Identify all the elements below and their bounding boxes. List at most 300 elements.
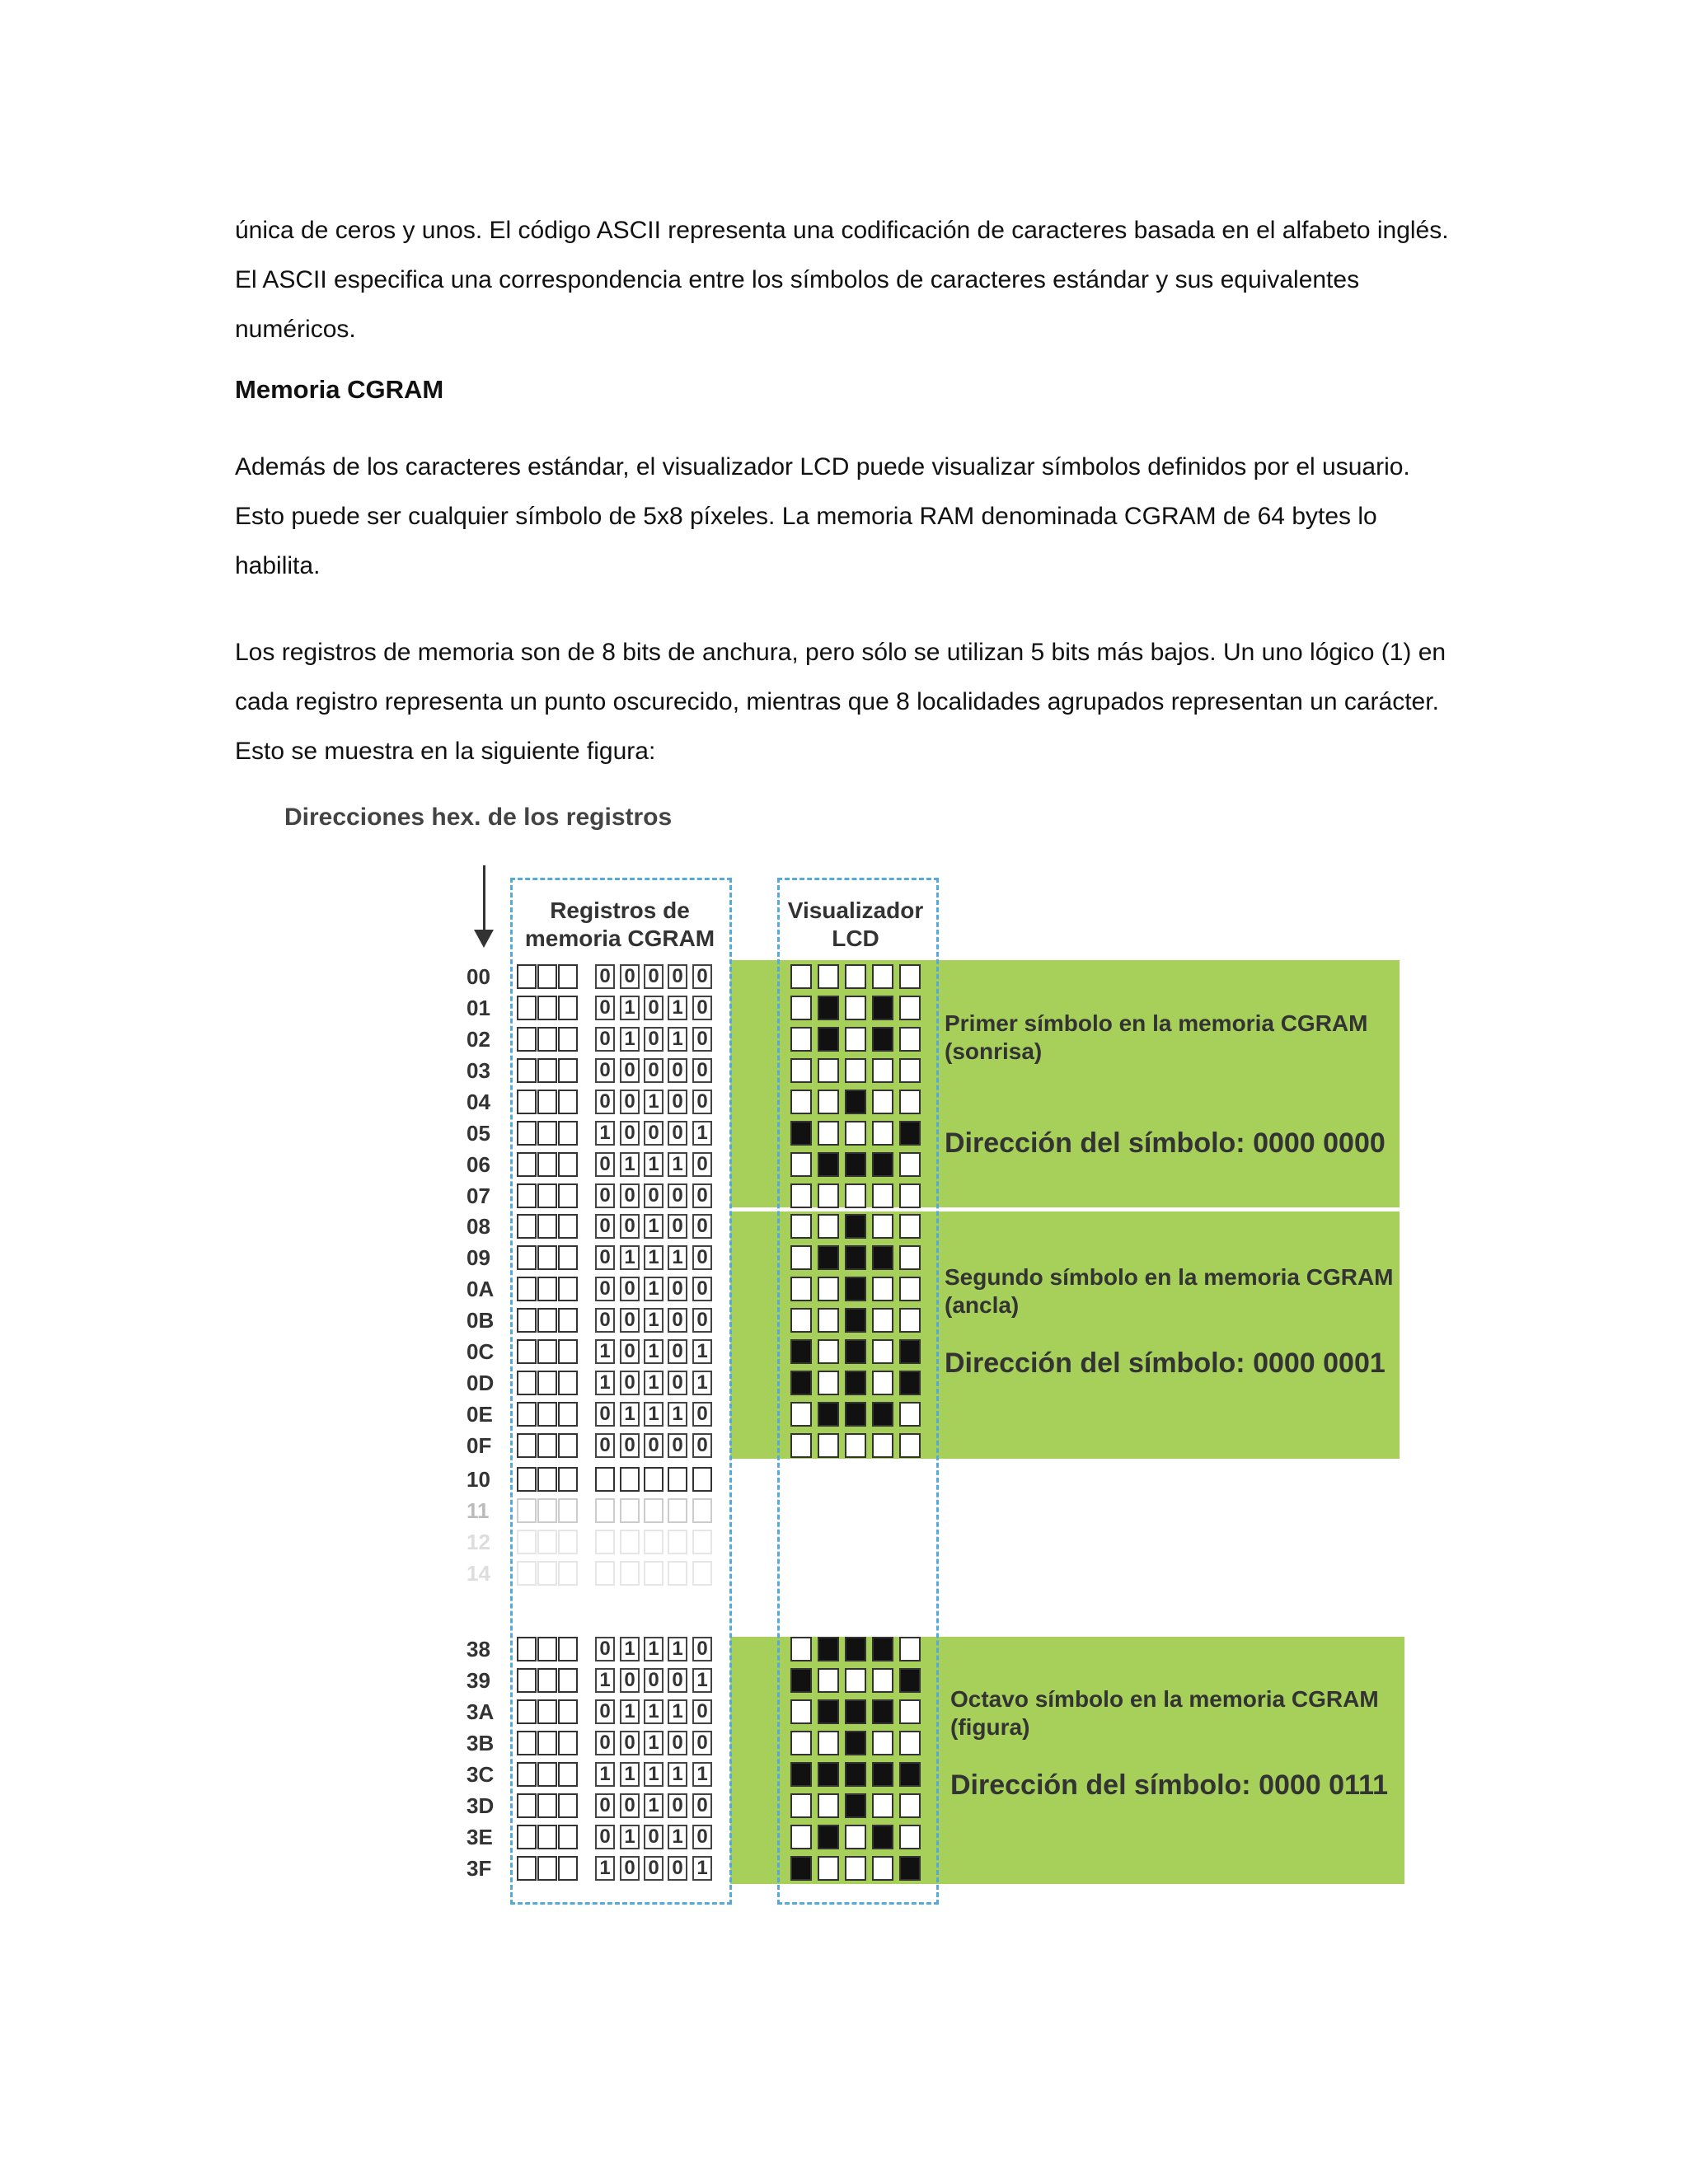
unused-bit-cell	[517, 1825, 537, 1849]
lcd-pixel-off	[790, 1152, 812, 1177]
bit-cell: 0	[668, 1433, 687, 1458]
unused-bit-cell	[517, 1339, 537, 1364]
unused-bit-cell	[558, 1121, 578, 1146]
lcd-pixel-off	[872, 1793, 893, 1818]
unused-bit-cell	[517, 996, 537, 1020]
bit-cell: 0	[644, 1433, 663, 1458]
bit-cell: 0	[620, 1058, 640, 1083]
paragraph-registers: Los registros de memoria son de 8 bits de anchura, pero sólo se utilizan 5 bits más bajos. Un uno lógico (1) en cada registro representa un punto oscurecido, mientras que 8 localidades agrupados representan un carácter. Esto se muestra en la siguiente figura:	[235, 639, 1447, 765]
down-arrow-icon	[483, 865, 485, 933]
register-address: 3E	[467, 1825, 493, 1849]
empty-register-cell	[517, 1530, 537, 1554]
empty-register-cell	[692, 1467, 712, 1492]
bit-cell: 1	[692, 1339, 712, 1364]
lcd-pixel-off	[845, 1183, 866, 1208]
lcd-pixel-off	[818, 1090, 839, 1114]
bit-cell: 0	[595, 1152, 615, 1177]
bit-cell: 0	[668, 1121, 687, 1146]
lcd-pixel-off	[790, 964, 812, 989]
empty-register-cell	[644, 1530, 663, 1554]
bit-cell: 0	[692, 1277, 712, 1301]
empty-register-cell	[692, 1530, 712, 1554]
lcd-pixel-off	[818, 1214, 839, 1239]
figure-title: Direcciones hex. de los registros	[284, 804, 673, 831]
unused-bit-cell	[517, 1027, 537, 1052]
lcd-pixel-off	[845, 1433, 866, 1458]
register-address: 3D	[467, 1793, 495, 1818]
bit-cell: 0	[595, 1058, 615, 1083]
unused-bit-cell	[517, 1183, 537, 1208]
bit-cell: 0	[644, 996, 663, 1020]
lcd-pixel-off	[818, 1339, 839, 1364]
bit-cell: 1	[644, 1245, 663, 1270]
lcd-pixel-off	[790, 1183, 812, 1208]
unused-bit-cell	[537, 1402, 557, 1427]
lcd-pixel-off	[899, 1027, 921, 1052]
bit-cell: 1	[620, 1825, 640, 1849]
bit-cell: 1	[644, 1090, 663, 1114]
unused-bit-cell	[558, 1668, 578, 1693]
bit-cell: 0	[668, 1090, 687, 1114]
lcd-pixel-off	[818, 1183, 839, 1208]
bit-cell: 1	[692, 1762, 712, 1787]
bit-cell: 0	[595, 964, 615, 989]
lcd-pixel-on	[872, 1825, 893, 1849]
empty-register-cell	[558, 1498, 578, 1523]
lcd-pixel-on	[818, 1637, 839, 1661]
register-address: 14	[467, 1561, 490, 1586]
lcd-pixel-on	[845, 1277, 866, 1301]
bit-cell: 0	[692, 1825, 712, 1849]
bit-cell: 1	[595, 1371, 615, 1395]
lcd-pixel-on	[899, 1856, 921, 1881]
register-address: 0C	[467, 1339, 495, 1364]
unused-bit-cell	[517, 1245, 537, 1270]
unused-bit-cell	[517, 1152, 537, 1177]
lcd-pixel-on	[845, 1090, 866, 1114]
bit-cell: 0	[668, 1277, 687, 1301]
symbol-8-caption-line2: (figura)	[950, 1714, 1030, 1740]
unused-bit-cell	[537, 1277, 557, 1301]
lcd-pixel-off	[845, 996, 866, 1020]
lcd-pixel-off	[872, 1433, 893, 1458]
lcd-pixel-off	[818, 1277, 839, 1301]
bit-cell: 0	[692, 1214, 712, 1239]
bit-cell: 0	[668, 1668, 687, 1693]
bit-cell: 0	[692, 1090, 712, 1114]
unused-bit-cell	[517, 1433, 537, 1458]
lcd-pixel-off	[790, 1825, 812, 1849]
lcd-pixel-on	[872, 1245, 893, 1270]
bit-cell: 1	[644, 1339, 663, 1364]
lcd-pixel-off	[790, 1402, 812, 1427]
register-address: 01	[467, 996, 490, 1020]
symbol-2-address: Dirección del símbolo: 0000 0001	[945, 1347, 1386, 1379]
lcd-pixel-on	[818, 1825, 839, 1849]
lcd-pixel-off	[790, 1793, 812, 1818]
lcd-pixel-off	[899, 964, 921, 989]
bit-cell: 0	[692, 1793, 712, 1818]
lcd-pixel-on	[872, 1637, 893, 1661]
unused-bit-cell	[537, 1183, 557, 1208]
lcd-pixel-on	[845, 1371, 866, 1395]
bit-cell: 0	[692, 1637, 712, 1661]
bit-cell: 0	[620, 1308, 640, 1333]
lcd-pixel-off	[872, 1277, 893, 1301]
symbol-1-caption-line1: Primer símbolo en la memoria CGRAM	[945, 1010, 1368, 1036]
empty-register-cell	[644, 1498, 663, 1523]
unused-bit-cell	[537, 1731, 557, 1755]
lcd-pixel-off	[818, 1668, 839, 1693]
bit-cell: 1	[668, 1699, 687, 1724]
symbol-2-caption-line1: Segundo símbolo en la memoria CGRAM	[945, 1264, 1394, 1290]
bit-cell: 1	[595, 1762, 615, 1787]
bit-cell: 0	[644, 1668, 663, 1693]
lcd-pixel-off	[790, 1058, 812, 1083]
bit-cell: 0	[620, 1371, 640, 1395]
register-address: 05	[467, 1121, 490, 1146]
lcd-pixel-off	[899, 1214, 921, 1239]
unused-bit-cell	[537, 1214, 557, 1239]
bit-cell: 0	[692, 1699, 712, 1724]
lcd-pixel-on	[790, 1371, 812, 1395]
bit-cell: 1	[644, 1731, 663, 1755]
empty-register-cell	[620, 1530, 640, 1554]
lcd-pixel-on	[899, 1121, 921, 1146]
bit-cell: 1	[595, 1339, 615, 1364]
bit-cell: 0	[668, 1339, 687, 1364]
empty-register-cell	[620, 1498, 640, 1523]
lcd-pixel-on	[818, 1402, 839, 1427]
empty-register-cell	[692, 1498, 712, 1523]
lcd-pixel-off	[818, 1433, 839, 1458]
paragraph-ascii: única de ceros y unos. El código ASCII representa una codificación de caracteres basada en el alfabeto inglés. El ASCII especifica una correspondencia entre los símbolos de caracteres estándar y sus equivalentes numéricos.	[235, 217, 1449, 343]
lcd-pixel-off	[872, 1371, 893, 1395]
lcd-pixel-off	[899, 1433, 921, 1458]
unused-bit-cell	[517, 1371, 537, 1395]
unused-bit-cell	[517, 964, 537, 989]
lcd-pixel-off	[790, 1433, 812, 1458]
unused-bit-cell	[558, 1339, 578, 1364]
empty-register-cell	[537, 1498, 557, 1523]
lcd-pixel-on	[818, 1245, 839, 1270]
lcd-pixel-off	[790, 1277, 812, 1301]
empty-register-cell	[668, 1498, 687, 1523]
bit-cell: 0	[692, 1731, 712, 1755]
lcd-pixel-off	[818, 1308, 839, 1333]
unused-bit-cell	[537, 1433, 557, 1458]
lcd-pixel-off	[845, 1121, 866, 1146]
bit-cell: 0	[595, 1183, 615, 1208]
symbol-8-caption	[950, 1685, 1379, 1741]
register-address: 07	[467, 1183, 490, 1208]
bit-cell: 0	[644, 1183, 663, 1208]
unused-bit-cell	[558, 1637, 578, 1661]
empty-register-cell	[558, 1561, 578, 1586]
lcd-pixel-off	[872, 1058, 893, 1083]
lcd-pixel-on	[845, 1637, 866, 1661]
bit-cell: 1	[668, 1245, 687, 1270]
bit-cell: 0	[668, 1731, 687, 1755]
lcd-pixel-on	[872, 1699, 893, 1724]
bit-cell: 1	[644, 1699, 663, 1724]
bit-cell: 1	[620, 1245, 640, 1270]
empty-register-cell	[668, 1561, 687, 1586]
bit-cell: 0	[692, 1402, 712, 1427]
bit-cell: 1	[644, 1371, 663, 1395]
lcd-pixel-off	[899, 1731, 921, 1755]
unused-bit-cell	[537, 1027, 557, 1052]
bit-cell: 0	[668, 1793, 687, 1818]
unused-bit-cell	[517, 1277, 537, 1301]
unused-bit-cell	[558, 1856, 578, 1881]
lcd-pixel-off	[790, 996, 812, 1020]
lcd-pixel-off	[899, 1058, 921, 1083]
unused-bit-cell	[558, 1090, 578, 1114]
unused-bit-cell	[558, 1308, 578, 1333]
unused-bit-cell	[537, 1371, 557, 1395]
bit-cell: 1	[644, 1277, 663, 1301]
register-address: 0F	[467, 1433, 492, 1458]
lcd-pixel-on	[872, 1762, 893, 1787]
register-address: 3B	[467, 1731, 495, 1755]
empty-register-cell	[595, 1530, 615, 1554]
lcd-pixel-off	[899, 1245, 921, 1270]
unused-bit-cell	[558, 1245, 578, 1270]
unused-bit-cell	[558, 1214, 578, 1239]
lcd-pixel-off	[899, 1090, 921, 1114]
bit-cell: 0	[620, 1214, 640, 1239]
lcd-pixel-off	[899, 1793, 921, 1818]
lcd-pixel-on	[899, 1339, 921, 1364]
lcd-pixel-on	[845, 1308, 866, 1333]
bit-cell: 0	[668, 1183, 687, 1208]
bit-cell: 0	[644, 1121, 663, 1146]
register-address: 04	[467, 1090, 490, 1114]
lcd-pixel-off	[818, 1371, 839, 1395]
bit-cell: 0	[595, 996, 615, 1020]
symbol-1-caption-line2: (sonrisa)	[945, 1038, 1043, 1064]
bit-cell: 1	[620, 1762, 640, 1787]
unused-bit-cell	[537, 1245, 557, 1270]
bit-cell: 1	[692, 1668, 712, 1693]
unused-bit-cell	[537, 1308, 557, 1333]
unused-bit-cell	[558, 1027, 578, 1052]
lcd-pixel-off	[872, 1731, 893, 1755]
unused-bit-cell	[558, 1058, 578, 1083]
lcd-pixel-off	[845, 1856, 866, 1881]
bit-cell: 0	[595, 1433, 615, 1458]
lcd-pixel-off	[790, 1731, 812, 1755]
lcd-pixel-off	[872, 1121, 893, 1146]
register-address: 09	[467, 1245, 490, 1270]
bit-cell: 0	[595, 1731, 615, 1755]
lcd-pixel-on	[818, 996, 839, 1020]
unused-bit-cell	[558, 1402, 578, 1427]
lcd-pixel-on	[845, 1402, 866, 1427]
empty-register-cell	[668, 1530, 687, 1554]
bit-cell: 0	[595, 1245, 615, 1270]
bit-cell: 0	[595, 1090, 615, 1114]
lcd-pixel-off	[872, 964, 893, 989]
register-address: 00	[467, 964, 490, 989]
unused-bit-cell	[537, 1668, 557, 1693]
lcd-pixel-off	[872, 1856, 893, 1881]
register-address: 0D	[467, 1371, 495, 1395]
bit-cell: 0	[620, 1339, 640, 1364]
lcd-pixel-off	[872, 1668, 893, 1693]
register-address: 3A	[467, 1699, 495, 1724]
bit-cell: 0	[692, 1433, 712, 1458]
lcd-column-header	[775, 897, 936, 953]
lcd-pixel-off	[818, 964, 839, 989]
unused-bit-cell	[558, 1277, 578, 1301]
bit-cell: 0	[595, 1402, 615, 1427]
bit-cell: 0	[644, 1825, 663, 1849]
unused-bit-cell	[517, 1637, 537, 1661]
lcd-pixel-off	[899, 1637, 921, 1661]
lcd-pixel-off	[872, 1339, 893, 1364]
unused-bit-cell	[537, 1339, 557, 1364]
unused-bit-cell	[558, 1731, 578, 1755]
empty-register-cell	[517, 1498, 537, 1523]
bit-cell: 1	[620, 1027, 640, 1052]
bit-cell: 0	[620, 1090, 640, 1114]
lcd-pixel-off	[899, 1402, 921, 1427]
lcd-pixel-off	[845, 1058, 866, 1083]
empty-register-cell	[537, 1467, 557, 1492]
bit-cell: 0	[692, 1027, 712, 1052]
unused-bit-cell	[517, 1308, 537, 1333]
lcd-pixel-on	[845, 1214, 866, 1239]
empty-register-cell	[668, 1467, 687, 1492]
empty-register-cell	[558, 1530, 578, 1554]
bit-cell: 0	[620, 1183, 640, 1208]
bit-cell: 0	[620, 964, 640, 989]
unused-bit-cell	[558, 1762, 578, 1787]
empty-register-cell	[537, 1530, 557, 1554]
register-address: 06	[467, 1152, 490, 1177]
unused-bit-cell	[517, 1699, 537, 1724]
unused-bit-cell	[537, 1825, 557, 1849]
lcd-pixel-on	[818, 1027, 839, 1052]
empty-register-cell	[644, 1467, 663, 1492]
section-heading-cgram: Memoria CGRAM	[235, 375, 444, 404]
unused-bit-cell	[537, 1637, 557, 1661]
lcd-pixel-off	[790, 1699, 812, 1724]
bit-cell: 0	[668, 1308, 687, 1333]
bit-cell: 1	[644, 1402, 663, 1427]
cgram-header-line1: Registros de	[550, 898, 690, 923]
lcd-pixel-on	[790, 1121, 812, 1146]
lcd-pixel-off	[872, 1308, 893, 1333]
symbol-2-caption-line2: (ancla)	[945, 1292, 1020, 1318]
register-address: 3C	[467, 1762, 495, 1787]
register-address: 0E	[467, 1402, 493, 1427]
empty-register-cell	[517, 1467, 537, 1492]
lcd-pixel-on	[872, 996, 893, 1020]
bit-cell: 1	[644, 1637, 663, 1661]
bit-cell: 0	[595, 1027, 615, 1052]
bit-cell: 0	[644, 964, 663, 989]
lcd-pixel-off	[872, 1183, 893, 1208]
unused-bit-cell	[558, 964, 578, 989]
lcd-pixel-off	[899, 1152, 921, 1177]
unused-bit-cell	[517, 1402, 537, 1427]
bit-cell: 0	[620, 1668, 640, 1693]
bit-cell: 0	[692, 996, 712, 1020]
unused-bit-cell	[517, 1793, 537, 1818]
lcd-pixel-off	[818, 1793, 839, 1818]
bit-cell: 1	[644, 1308, 663, 1333]
bit-cell: 0	[692, 1308, 712, 1333]
arrow-head-icon	[474, 930, 494, 948]
lcd-pixel-on	[899, 1371, 921, 1395]
lcd-pixel-on	[872, 1152, 893, 1177]
bit-cell: 1	[692, 1121, 712, 1146]
bit-cell: 0	[668, 1371, 687, 1395]
lcd-pixel-on	[845, 1762, 866, 1787]
bit-cell: 1	[644, 1762, 663, 1787]
unused-bit-cell	[537, 1793, 557, 1818]
empty-register-cell	[595, 1467, 615, 1492]
bit-cell: 1	[595, 1668, 615, 1693]
lcd-pixel-on	[845, 1699, 866, 1724]
symbol-8-address: Dirección del símbolo: 0000 0111	[950, 1769, 1389, 1801]
bit-cell: 1	[620, 996, 640, 1020]
bit-cell: 0	[620, 1277, 640, 1301]
paragraph-cgram-intro: Además de los caracteres estándar, el visualizador LCD puede visualizar símbolos definidos por el usuario. Esto puede ser cualquier símbolo de 5x8 píxeles. La memoria RAM denominada CGRAM de 64 bytes lo habilita.	[235, 453, 1410, 579]
lcd-pixel-on	[845, 1245, 866, 1270]
unused-bit-cell	[558, 1371, 578, 1395]
bit-cell: 1	[668, 1027, 687, 1052]
bit-cell: 1	[595, 1121, 615, 1146]
register-address: 3F	[467, 1856, 492, 1881]
lcd-header-line1: Visualizador	[787, 898, 924, 923]
bit-cell: 0	[620, 1856, 640, 1881]
lcd-pixel-off	[872, 1214, 893, 1239]
lcd-pixel-off	[872, 1090, 893, 1114]
empty-register-cell	[595, 1561, 615, 1586]
register-address: 39	[467, 1668, 490, 1693]
bit-cell: 0	[595, 1637, 615, 1661]
lcd-pixel-off	[899, 996, 921, 1020]
unused-bit-cell	[517, 1731, 537, 1755]
bit-cell: 0	[620, 1731, 640, 1755]
lcd-pixel-on	[872, 1402, 893, 1427]
lcd-pixel-off	[899, 1183, 921, 1208]
register-address: 0A	[467, 1277, 495, 1301]
unused-bit-cell	[537, 1058, 557, 1083]
unused-bit-cell	[537, 1762, 557, 1787]
bit-cell: 0	[668, 964, 687, 989]
register-address: 03	[467, 1058, 490, 1083]
lcd-pixel-off	[845, 964, 866, 989]
unused-bit-cell	[537, 964, 557, 989]
unused-bit-cell	[517, 1762, 537, 1787]
unused-bit-cell	[537, 1856, 557, 1881]
lcd-pixel-off	[790, 1308, 812, 1333]
unused-bit-cell	[558, 1183, 578, 1208]
bit-cell: 0	[692, 1058, 712, 1083]
bit-cell: 0	[644, 1058, 663, 1083]
lcd-pixel-on	[845, 1339, 866, 1364]
bit-cell: 0	[620, 1793, 640, 1818]
lcd-pixel-on	[899, 1762, 921, 1787]
cgram-header-line2: memoria CGRAM	[524, 926, 715, 951]
bit-cell: 0	[692, 1183, 712, 1208]
lcd-pixel-off	[818, 1058, 839, 1083]
